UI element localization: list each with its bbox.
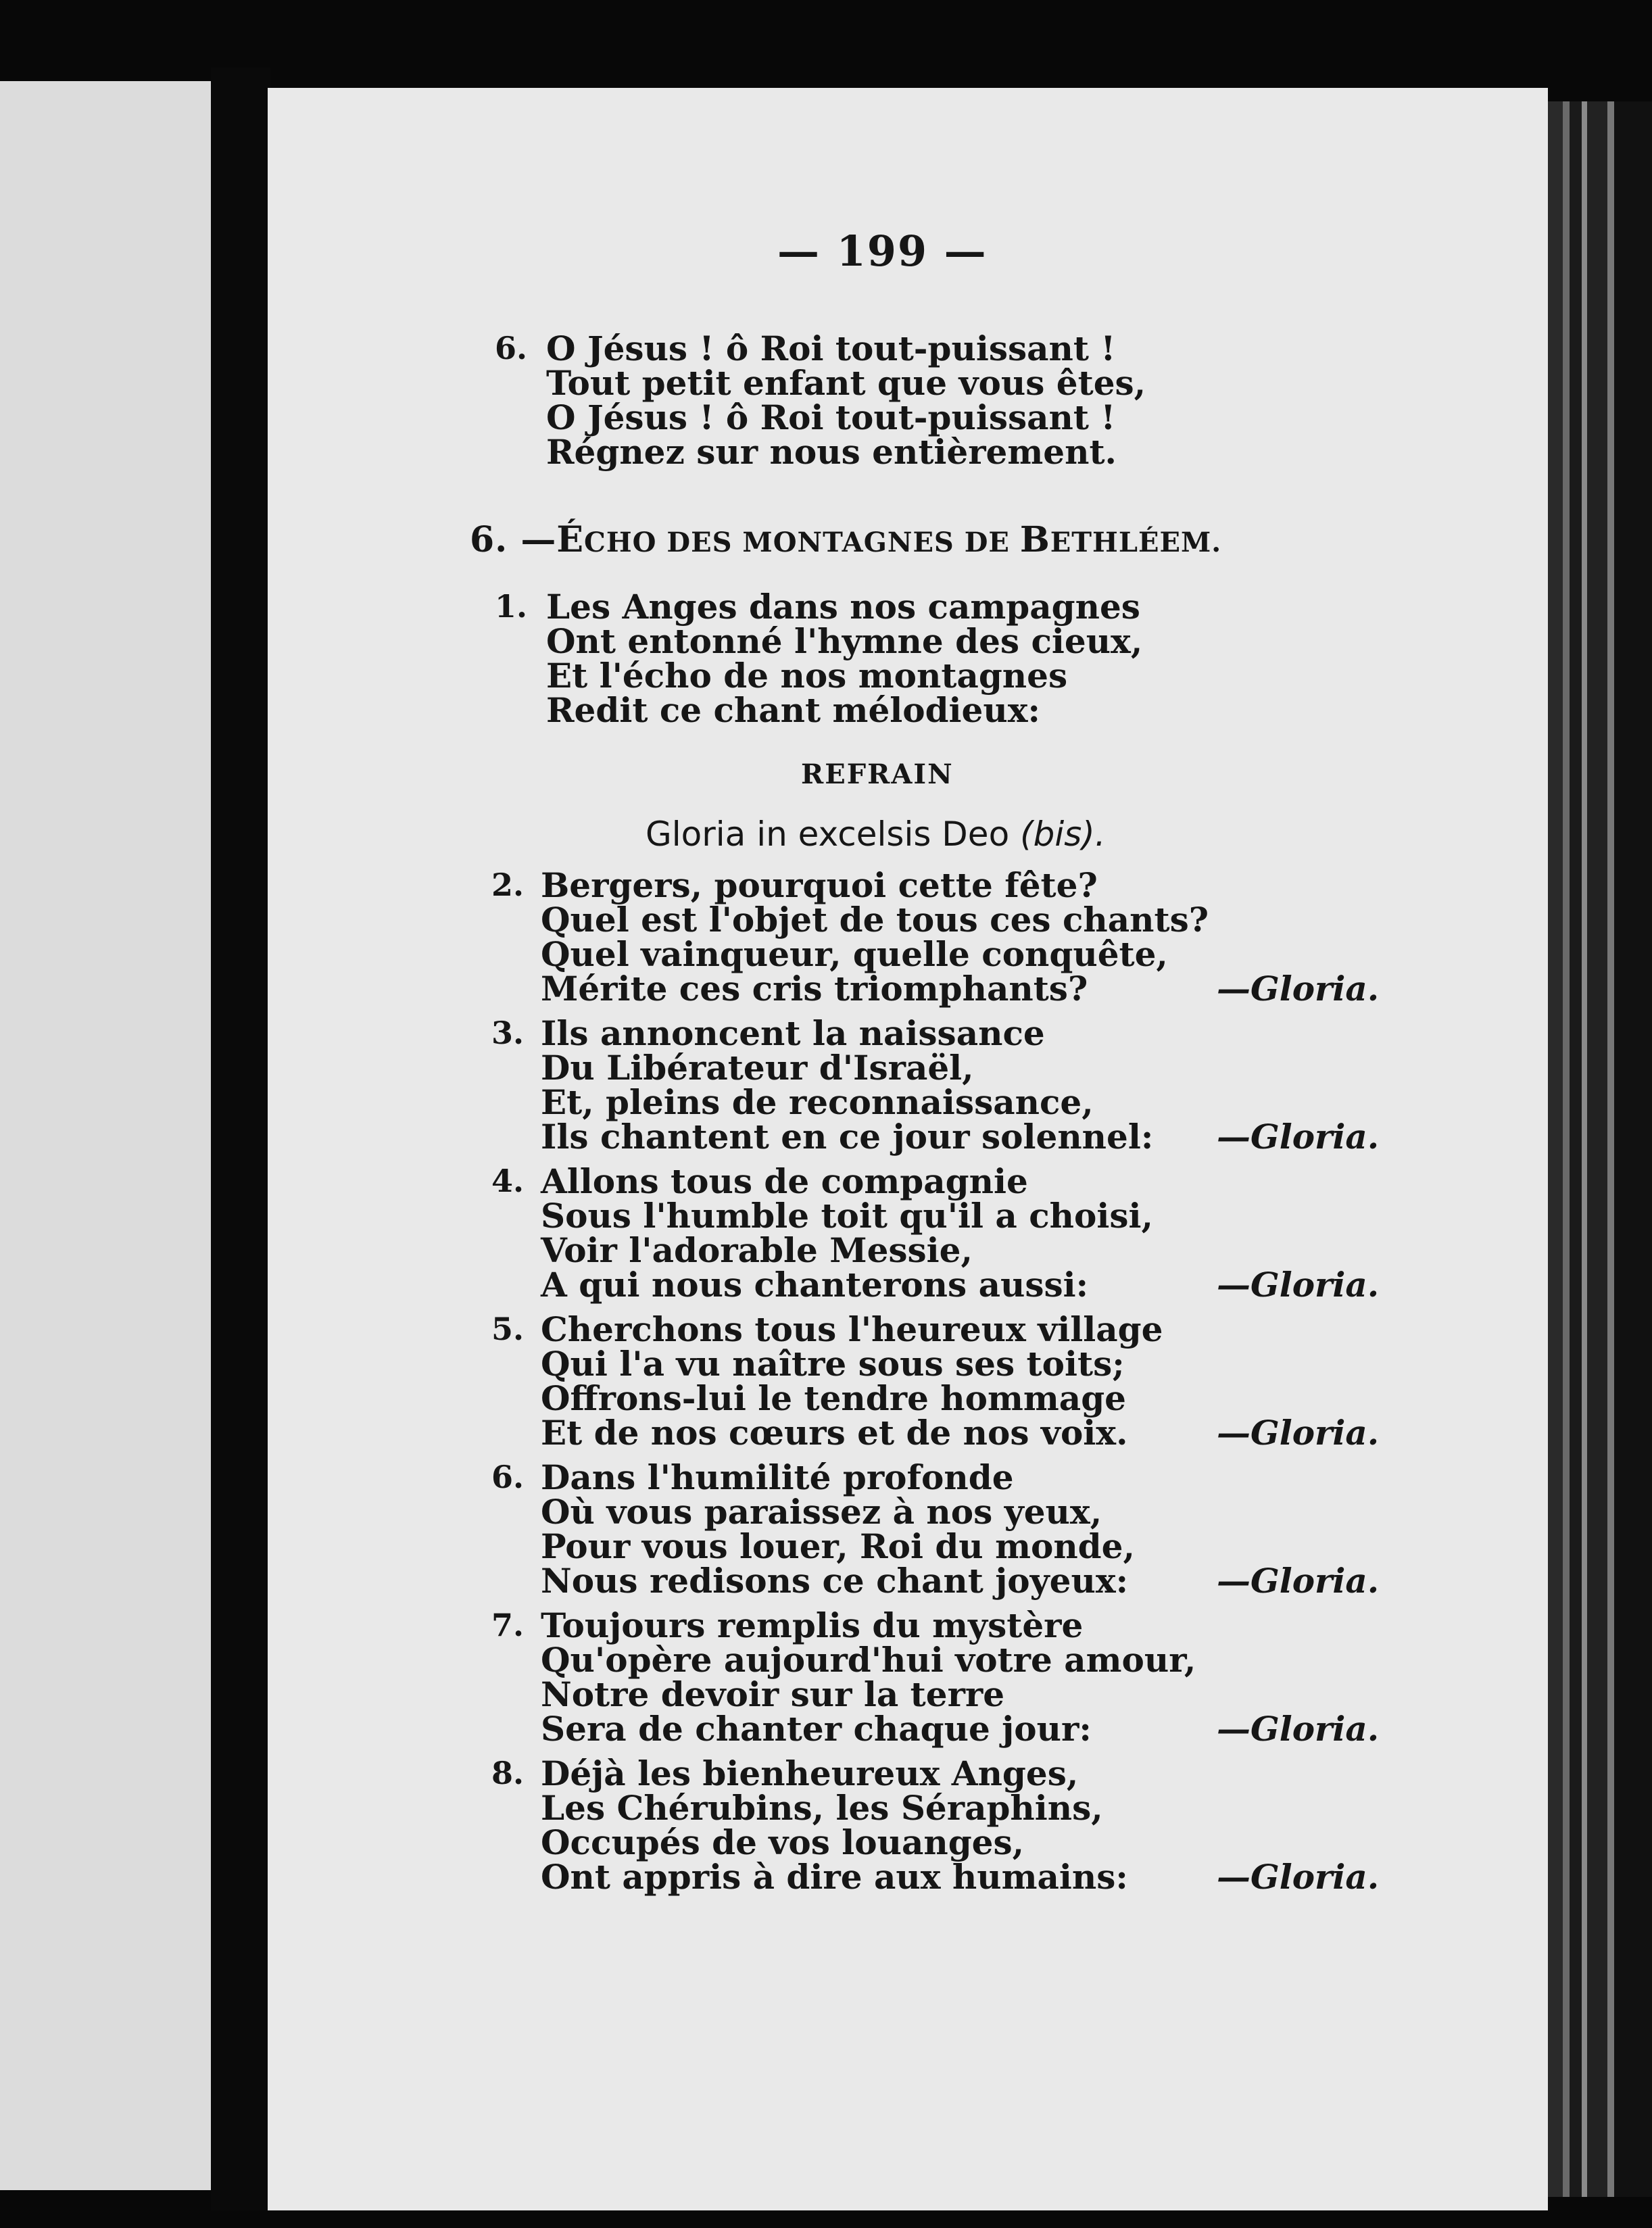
verse-line: Quel vainqueur, quelle conquête, [541, 934, 1168, 974]
refrain-bis: (bis). [1020, 815, 1106, 854]
hymn-title-cap-e: É [556, 519, 585, 560]
verse-line: Allons tous de compagnie [541, 1161, 1028, 1201]
gloria-refrain-cue: —Gloria. [1217, 1857, 1380, 1897]
verse-line: Et, pleins de reconnaissance, [541, 1082, 1094, 1122]
verse-line: Qui l'a vu naître sous ses toits; [541, 1344, 1125, 1384]
stanza-number: 6. [494, 330, 527, 366]
verse-line: Toujours remplis du mystère [541, 1605, 1084, 1645]
verse-line: Ils annoncent la naissance [541, 1013, 1045, 1053]
verse-line: O Jésus ! ô Roi tout-puissant ! [546, 397, 1116, 437]
gloria-refrain-cue: —Gloria. [1217, 1561, 1380, 1601]
stanza-number: 3. [491, 1015, 524, 1051]
verse-line: Régnez sur nous entièrement. [546, 432, 1117, 472]
verse-line: Sera de chanter chaque jour: [541, 1709, 1092, 1749]
verse-line: Du Libérateur d'Israël, [541, 1048, 974, 1088]
verse-line: Offrons-lui le tendre hommage [541, 1378, 1126, 1418]
verse-line: Ils chantent en ce jour solennel: [541, 1117, 1154, 1157]
verse-line: Qu'opère aujourd'hui votre amour, [541, 1640, 1196, 1680]
stanza-number: 7. [491, 1607, 524, 1643]
verse-line: A qui nous chanterons aussi: [541, 1265, 1089, 1305]
verse-line: Et de nos cœurs et de nos voix. [541, 1413, 1128, 1453]
verse-line: Tout petit enfant que vous êtes, [546, 363, 1146, 403]
verse-line: Quel est l'objet de tous ces chants? [541, 900, 1209, 940]
verse-line: Sous l'humble toit qu'il a choisi, [541, 1196, 1153, 1236]
verse-line: Dans l'humilité profonde [541, 1457, 1014, 1497]
stanza-number: 8. [491, 1755, 524, 1791]
gloria-refrain-cue: —Gloria. [1217, 1265, 1380, 1305]
refrain-words: Gloria in excelsis Deo [646, 815, 1010, 854]
hymn-title-part: CHO DES MONTAGNES DE [584, 527, 1020, 558]
verse-line: Mérite ces cris triomphants? [541, 969, 1088, 1009]
refrain-heading: REFRAIN [801, 758, 954, 790]
verse-line: Occupés de vos louanges, [541, 1822, 1025, 1862]
verse-line: Pour vous louer, Roi du monde, [541, 1526, 1135, 1566]
stanza-number: 6. [491, 1459, 524, 1495]
gloria-refrain-cue: —Gloria. [1217, 969, 1380, 1009]
page-edges [1548, 101, 1652, 2197]
verse-line: Cherchons tous l'heureux village [541, 1309, 1163, 1349]
verse-line: Les Anges dans nos campagnes [546, 587, 1140, 627]
hymn-title-part: ETHLÉEM. [1050, 527, 1222, 558]
stanza-number: 1. [494, 588, 527, 625]
verse-line: Notre devoir sur la terre [541, 1674, 1005, 1714]
verse-line: Et l'écho de nos montagnes [546, 656, 1068, 696]
verse-line: Les Chérubins, les Séraphins, [541, 1788, 1103, 1828]
verse-line: Redit ce chant mélodieux: [546, 690, 1040, 730]
verse-line: Nous redisons ce chant joyeux: [541, 1561, 1129, 1601]
refrain-text [646, 815, 1106, 854]
verse-line: Ont entonné l'hymne des cieux, [546, 621, 1143, 661]
verse-line: Où vous paraissez à nos yeux, [541, 1492, 1102, 1532]
verse-line: O Jésus ! ô Roi tout-puissant ! [546, 329, 1116, 368]
page-number: — 199 — [777, 226, 988, 276]
stanza-number: 2. [491, 867, 524, 903]
verse-line: Bergers, pourquoi cette fête? [541, 865, 1098, 905]
gloria-refrain-cue: —Gloria. [1217, 1709, 1380, 1749]
verse-line: Ont appris à dire aux humains: [541, 1857, 1128, 1897]
gloria-refrain-cue: —Gloria. [1217, 1117, 1380, 1157]
hymn-title-cap-b: B [1019, 519, 1050, 560]
stanza-number: 4. [491, 1163, 524, 1199]
left-page-edge [0, 81, 211, 2190]
verse-line: Déjà les bienheureux Anges, [541, 1753, 1079, 1793]
book-gutter [211, 68, 270, 2210]
stanza-number: 5. [491, 1311, 524, 1347]
gloria-refrain-cue: —Gloria. [1217, 1413, 1380, 1453]
hymn-title [470, 519, 1221, 560]
verse-line: Voir l'adorable Messie, [541, 1230, 973, 1270]
hymn-title-number: 6. — [470, 519, 557, 560]
